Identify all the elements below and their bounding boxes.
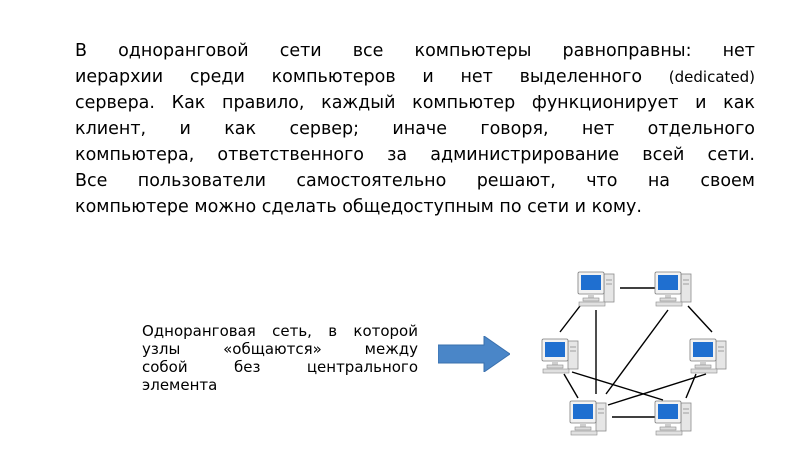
computer-icon — [690, 339, 726, 373]
computer-icon — [655, 272, 691, 306]
network-link — [572, 372, 663, 400]
paragraph-line: сервера. Как правило, каждый компьютер функционирует и как — [75, 93, 755, 113]
computer-icon — [578, 272, 614, 306]
network-link — [560, 306, 580, 332]
caption-line: собой без центрального — [142, 358, 418, 376]
paragraph-line: клиент, и как сервер; иначе говоря, нет отдельного — [75, 119, 755, 139]
network-link — [606, 310, 668, 394]
paragraph-line-text: иерархии среди компьютеров и нет выделенного — [75, 67, 669, 87]
caption-line: элемента — [142, 376, 218, 394]
paragraph-line: Все пользователи самостоятельно решают, что на своем — [75, 171, 755, 191]
paragraph-line: В одноранговой сети все компьютеры равноправны: нет — [75, 41, 755, 61]
peer-network-diagram — [528, 262, 738, 442]
diagram-caption — [142, 322, 418, 394]
network-link — [608, 374, 706, 405]
paragraph-line: компьютера, ответственного за администрирование всей сети. — [75, 145, 755, 165]
paragraph-line — [75, 64, 755, 90]
network-link — [686, 374, 696, 398]
right-arrow-icon — [438, 336, 510, 372]
computer-icon — [655, 401, 691, 435]
dedicated-term: (dedicated) — [668, 68, 755, 86]
network-link — [688, 306, 712, 332]
caption-line: узлы «общаются» между — [142, 340, 418, 358]
network-link — [564, 374, 578, 398]
paragraph-line: компьютере можно сделать общедоступным по сети и кому. — [75, 197, 642, 217]
computer-icon — [542, 339, 578, 373]
computer-icon — [570, 401, 606, 435]
caption-line: Одноранговая сеть, в которой — [142, 322, 418, 340]
description-paragraph — [75, 38, 755, 220]
